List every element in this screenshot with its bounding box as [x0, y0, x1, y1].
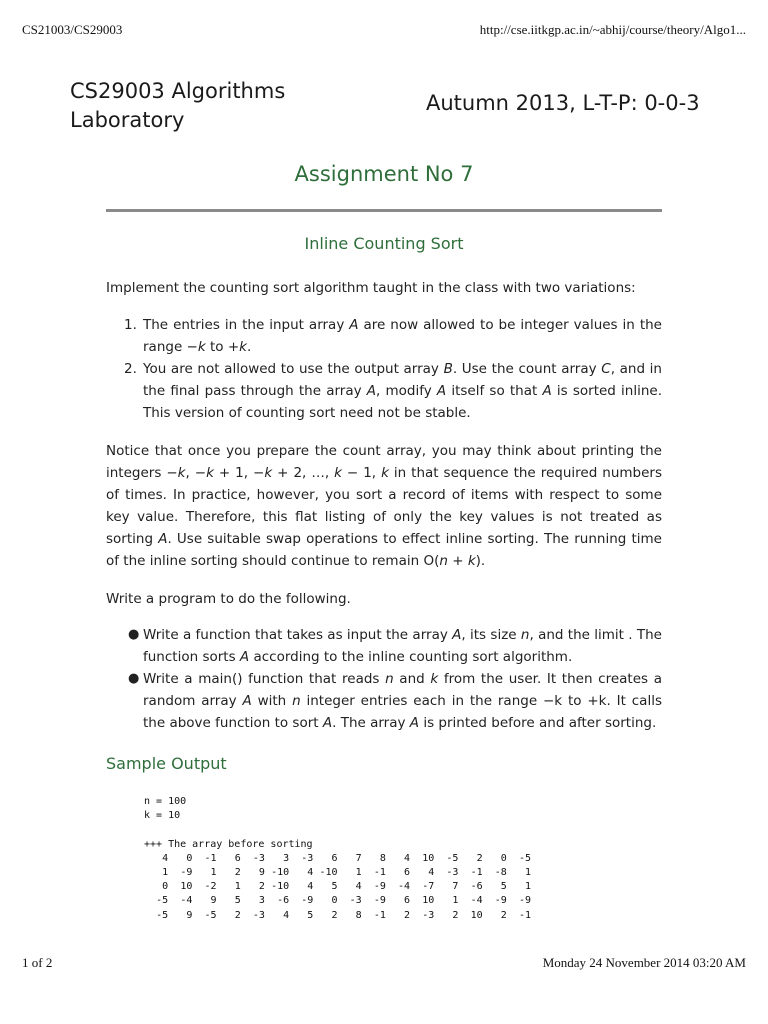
array-cell: 0	[331, 895, 338, 907]
array-cell: -1	[204, 852, 217, 864]
array-cell: -9	[373, 881, 386, 893]
write-program-paragraph: Write a program to do the following.	[106, 591, 351, 607]
array-cell: 1	[524, 881, 531, 893]
array-cell: -3	[301, 852, 314, 864]
array-cell: 7	[355, 852, 362, 864]
array-cell: 10	[422, 895, 435, 907]
array-cell: -5	[204, 909, 217, 921]
array-cell: 5	[331, 881, 338, 893]
array-cell: 4	[307, 881, 314, 893]
array-cell: -3	[349, 895, 362, 907]
array-cell: 2	[476, 852, 483, 864]
bullet-icon: ●	[128, 627, 140, 642]
array-cell: -4	[470, 895, 483, 907]
array-cell: 2	[500, 909, 507, 921]
array-cell: -2	[204, 881, 217, 893]
array-table	[144, 852, 531, 923]
array-cell: 1	[524, 866, 531, 878]
title-divider	[106, 209, 662, 212]
array-cell: -1	[518, 909, 531, 921]
array-cell: -5	[446, 852, 459, 864]
array-cell: 2	[331, 909, 338, 921]
array-cell: -10	[271, 881, 290, 893]
array-cell: 7	[452, 881, 459, 893]
array-cell: 0	[186, 852, 193, 864]
bullet-icon: ●	[128, 671, 140, 686]
variation-item	[106, 314, 662, 358]
list-number: 1.	[124, 317, 137, 333]
variation-text: You are not allowed to use the output array B. Use the count array C, and in the final pass through the array A, modify A itself so that A is sorted inline. This version of counting sort need not be stable.	[143, 361, 662, 421]
array-cell: 6	[404, 895, 411, 907]
array-cell: -3	[252, 852, 265, 864]
code-line-before-heading: +++ The array before sorting	[144, 838, 313, 850]
array-cell: -9	[373, 895, 386, 907]
array-cell: 2	[452, 909, 459, 921]
array-cell: -8	[494, 866, 507, 878]
array-cell: 9	[210, 895, 217, 907]
array-cell: -9	[301, 895, 314, 907]
page-number: 1 of 2	[22, 955, 53, 970]
variation-text: The entries in the input array A are now allowed to be integer values in the range −k to +k.	[143, 317, 662, 355]
array-cell: 1	[234, 881, 241, 893]
variations-list	[106, 314, 662, 424]
array-cell: 1	[210, 866, 217, 878]
task-text: Write a main() function that reads n and k from the user. It then creates a random array A with n integer entries each in the range −k to +k. It calls the above function to sort A. The array A is printed before and after sorting.	[143, 671, 662, 731]
array-cell: 5	[500, 881, 507, 893]
array-cell: 6	[234, 852, 241, 864]
array-cell: -4	[398, 881, 411, 893]
array-row	[144, 866, 531, 880]
print-header-course: CS21003/CS29003	[22, 22, 123, 37]
array-cell: 4	[307, 866, 314, 878]
array-cell: 10	[470, 909, 483, 921]
task-item	[106, 624, 662, 668]
assignment-title: Assignment No 7	[294, 162, 474, 186]
section-title: Inline Counting Sort	[304, 234, 464, 253]
array-cell: 4	[355, 881, 362, 893]
array-cell: 3	[258, 895, 265, 907]
array-cell: -10	[271, 866, 290, 878]
array-cell: -10	[319, 866, 338, 878]
array-cell: 0	[500, 852, 507, 864]
array-cell: -5	[156, 895, 169, 907]
array-cell: 4	[283, 909, 290, 921]
array-row	[144, 852, 531, 866]
array-cell: -9	[518, 895, 531, 907]
variation-item	[106, 358, 662, 424]
sample-output-code	[144, 795, 531, 923]
intro-paragraph: Implement the counting sort algorithm taught in the class with two variations:	[106, 280, 636, 296]
notice-paragraph: Notice that once you prepare the count array, you may think about printing the integers −k, −k + 1, −k + 2, …, k − 1, k in that sequence the required numbers of times. In practice, however, you sort a record of items with respect to some key value. Therefore, this flat listing of only the key values is not treated as sorting A. Use suitable swap operations to effect inline sorting. The running time of the inline sorting should continue to remain O(n + k).	[106, 443, 662, 569]
code-line-k: k = 10	[144, 810, 181, 822]
array-row	[144, 909, 531, 923]
array-cell: -5	[156, 909, 169, 921]
array-cell: 10	[422, 852, 435, 864]
array-cell: 1	[452, 895, 459, 907]
array-cell: -3	[446, 866, 459, 878]
array-cell: -3	[422, 909, 435, 921]
array-cell: -7	[422, 881, 435, 893]
task-text: Write a function that takes as input the array A, its size n, and the limit . The function sorts A according to the inline counting sort algorithm.	[143, 627, 662, 665]
task-item	[106, 668, 662, 734]
array-cell: -6	[470, 881, 483, 893]
sample-output-title: Sample Output	[106, 754, 227, 773]
array-cell: 0	[162, 881, 169, 893]
array-cell: 4	[404, 852, 411, 864]
array-cell: 1	[162, 866, 169, 878]
array-cell: 9	[258, 866, 265, 878]
array-cell: -5	[518, 852, 531, 864]
array-cell: -1	[470, 866, 483, 878]
array-cell: 2	[404, 909, 411, 921]
course-title: CS29003 Algorithms Laboratory	[70, 79, 286, 132]
array-cell: -3	[252, 909, 265, 921]
tasks-list	[106, 624, 662, 734]
code-blank-line	[144, 823, 531, 837]
array-cell: 2	[234, 866, 241, 878]
array-cell: -9	[180, 866, 193, 878]
array-cell: 6	[404, 866, 411, 878]
array-cell: 1	[355, 866, 362, 878]
code-line-n: n = 100	[144, 796, 187, 807]
array-row	[144, 894, 531, 908]
print-header-url: http://cse.iitkgp.ac.in/~abhij/course/theory/Algo1...	[479, 22, 746, 37]
print-timestamp: Monday 24 November 2014 03:20 AM	[542, 955, 746, 970]
list-number: 2.	[124, 361, 137, 377]
array-cell: 8	[355, 909, 362, 921]
array-cell: -9	[494, 895, 507, 907]
array-cell: 8	[379, 852, 386, 864]
array-cell: 10	[180, 881, 193, 893]
array-cell: 4	[162, 852, 169, 864]
array-cell: 2	[258, 881, 265, 893]
array-cell: 4	[428, 866, 435, 878]
array-cell: -4	[180, 895, 193, 907]
array-cell: 2	[234, 909, 241, 921]
array-row	[144, 880, 531, 894]
array-cell: 6	[331, 852, 338, 864]
array-cell: -6	[277, 895, 290, 907]
array-cell: -1	[373, 909, 386, 921]
array-cell: 5	[307, 909, 314, 921]
array-cell: 9	[186, 909, 193, 921]
course-term: Autumn 2013, L-T-P: 0-0-3	[426, 91, 700, 115]
array-cell: 5	[234, 895, 241, 907]
array-cell: 3	[283, 852, 290, 864]
array-cell: -1	[373, 866, 386, 878]
